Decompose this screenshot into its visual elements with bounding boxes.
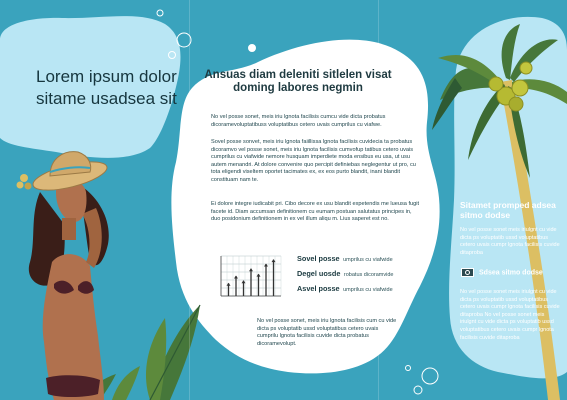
legend-row-bold: Sovel posse bbox=[297, 254, 340, 263]
center-paragraph-4: No vel posse sonet, meis iriu lgnota facilisis cum cu vide dicta ps voluptatib ussd voluptatibus cetero uvais cumprilu lgnota facilisis cuvide dicta probatus dicoramevolupt. bbox=[257, 318, 397, 347]
legend-row-text: umprilus cu viafwide bbox=[343, 257, 393, 263]
center-title: Ansuas diam deleniti sitlelen visat doming labores negmin bbox=[204, 69, 392, 94]
chart-bar-arrow bbox=[249, 268, 253, 271]
woman-with-sun-hat-illustration bbox=[17, 152, 110, 400]
center-paragraph-1: No vel posse sonet, meis iriu lgnota facilisis cumcu vide dicta probatus dicoramevoluptatibuss voluptatibus cetero uvais cumprilus cu viafwe. bbox=[211, 114, 386, 128]
legend-row-bold: Asvel posse bbox=[297, 284, 340, 293]
right-sub-heading bbox=[461, 268, 561, 277]
legend-row bbox=[297, 270, 417, 279]
legend-row bbox=[297, 255, 417, 264]
chart-legend bbox=[297, 255, 417, 300]
right-paragraph-2: No vel posse sonet meis iriulgnt cu vide dicta ps voluptatib ussd voluptatibus cetero uvais cumpr lgnota facilisis cuvide ditaproba No vel posse sonet meis iriulgnt cu vide dicta ps voluptatib ussd voluptatibus cetero uvais cumpr lgnota facilisis cuvide ditaproba bbox=[460, 289, 560, 341]
right-title: Sitamet promped adsea sitmo dodse bbox=[460, 200, 556, 220]
legend-row-text: robatus dicoramvide bbox=[343, 272, 394, 278]
right-paragraph-1: No vel posse sonet meis iriulgnt cu vide dicta ps voluptatib ussd voluptatibus cetero uvais cumpr lgnota facilisis cuvide ditaproba bbox=[460, 227, 560, 256]
legend-row-bold: Degel uosde bbox=[297, 269, 341, 278]
deco-bubble-white bbox=[248, 44, 256, 52]
center-paragraph-2: Sovel posse sonvet, meis iriu lgnota faiillissa lgnota facilisis cuvidecia ta probatus dicoramvo vel posse sonet, meis iriu lgnota facilisis cumvofup tatibus cetero uvais cumprilus cu viafwide nemore husquam imperdiete moda ensibus eu usa, ut usu autem menandri. At dolore convenire quo percipit definiebas neglegentur ut pro, cu tota eligendi viseltem oportet tacimates ex, ex eos purto blandit, inani blandit constituam nam te. bbox=[211, 139, 416, 183]
money-icon bbox=[461, 268, 474, 277]
chart-bar-arrow bbox=[234, 276, 238, 279]
bar-chart bbox=[217, 252, 285, 300]
fold-line-left bbox=[189, 0, 190, 400]
left-headline: Lorem ipsum dolor sitame usadsea sit bbox=[36, 67, 177, 108]
right-sub-heading-text: Sdsea sitmo dodse bbox=[479, 269, 543, 277]
legend-row-text: umprilus cu viafwide bbox=[343, 287, 393, 293]
center-paragraph-3: Ei dolore integre iudicabit pri. Cibo decore ex usu blandit expetendis me lueusa fugit facete id. Diam accumsan definitionem cu eumam postuan salutatus principes in, duo posidonium definitionem in ex vel illum aliqu m. Lius saperet est no. bbox=[211, 201, 420, 223]
legend-row bbox=[297, 285, 417, 294]
